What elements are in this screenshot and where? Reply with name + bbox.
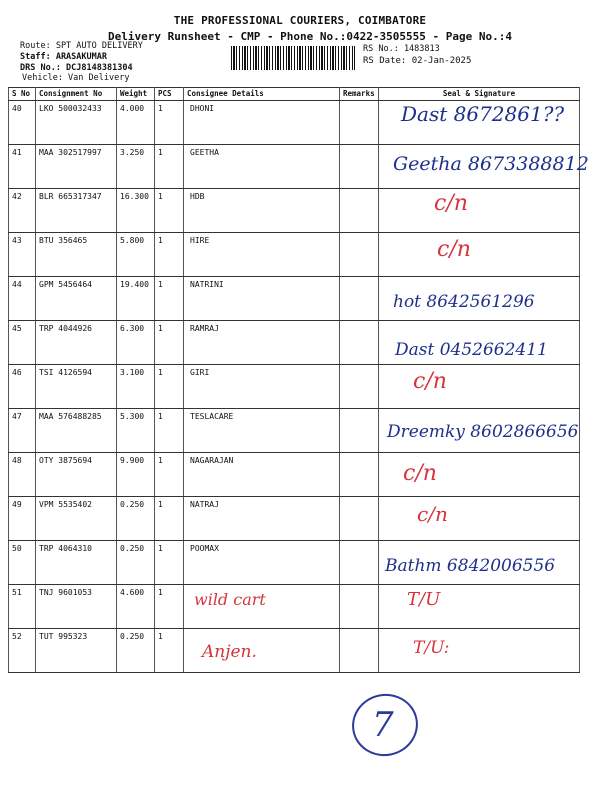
cell-remarks	[340, 365, 379, 409]
cell-consignee: NAGARAJAN	[184, 453, 340, 497]
signature-handwriting: Dast 0452662411	[395, 340, 548, 360]
cell-remarks	[340, 497, 379, 541]
table-row	[9, 101, 580, 145]
cell-weight: 0.250	[117, 629, 155, 673]
cell-remarks	[340, 101, 379, 145]
table-row	[9, 497, 580, 541]
cell-sno: 43	[9, 233, 36, 277]
cell-sno: 40	[9, 101, 36, 145]
col-header-signature: Seal & Signature	[379, 88, 580, 101]
cell-remarks	[340, 541, 379, 585]
cell-consignee: HDB	[184, 189, 340, 233]
cell-remarks	[340, 145, 379, 189]
cell-weight: 5.300	[117, 409, 155, 453]
cell-consignee: POOMAX	[184, 541, 340, 585]
cell-sno: 44	[9, 277, 36, 321]
cell-remarks	[340, 233, 379, 277]
cell-signature	[379, 189, 580, 233]
signature-handwriting: T/U:	[413, 638, 450, 658]
cell-weight: 6.300	[117, 321, 155, 365]
signature-handwriting: c/n	[417, 502, 448, 526]
table-row	[9, 145, 580, 189]
cell-consignee: GEETHA	[184, 145, 340, 189]
cell-pcs: 1	[155, 585, 184, 629]
table-row	[9, 585, 580, 629]
cell-consignee: TESLACARE	[184, 409, 340, 453]
cell-consignee: HIRE	[184, 233, 340, 277]
cell-consignee: DHONI	[184, 101, 340, 145]
col-header-consignee: Consignee Details	[184, 88, 340, 101]
cell-sno: 49	[9, 497, 36, 541]
signature-handwriting: c/n	[437, 237, 471, 262]
cell-signature	[379, 233, 580, 277]
cell-weight: 16.300	[117, 189, 155, 233]
cell-pcs: 1	[155, 629, 184, 673]
route-label: Route: SPT AUTO DELIVERY	[20, 41, 143, 51]
cell-weight: 5.800	[117, 233, 155, 277]
cell-consignee: RAMRAJ	[184, 321, 340, 365]
cell-signature	[379, 101, 580, 145]
drs-number: DRS No.: DCJ8148381304	[20, 63, 133, 73]
cell-consignment: VPM 5535402	[36, 497, 117, 541]
cell-signature	[379, 145, 589, 189]
cell-weight: 4.000	[117, 101, 155, 145]
barcode	[231, 46, 355, 70]
cell-signature	[379, 365, 580, 409]
signature-handwriting: c/n	[413, 369, 447, 394]
cell-signature	[379, 277, 580, 321]
cell-signature	[379, 453, 580, 497]
cell-consignee: NATRAJ	[184, 497, 340, 541]
cell-signature	[379, 541, 580, 585]
runsheet-subtitle: Delivery Runsheet - CMP - Phone No.:0422-3505555 - Page No.:4	[108, 30, 512, 43]
cell-sno: 46	[9, 365, 36, 409]
cell-remarks	[340, 277, 379, 321]
remark-handwriting: Anjen.	[202, 642, 257, 662]
cell-pcs: 1	[155, 277, 184, 321]
table-row	[9, 189, 580, 233]
cell-pcs: 1	[155, 189, 184, 233]
cell-sno: 50	[9, 541, 36, 585]
table-row	[9, 277, 580, 321]
cell-consignment: TRP 4044926	[36, 321, 117, 365]
table-row	[9, 365, 580, 409]
col-header-pcs: PCS	[155, 88, 184, 101]
cell-consignment: TUT 995323	[36, 629, 117, 673]
col-header-remarks: Remarks	[340, 88, 379, 101]
vehicle-label: Vehicle: Van Delivery	[22, 73, 130, 83]
cell-consignment: TSI 4126594	[36, 365, 117, 409]
table-row	[9, 321, 580, 365]
cell-remarks	[340, 629, 379, 673]
cell-remarks	[340, 453, 379, 497]
cell-consignment: GPM 5456464	[36, 277, 117, 321]
table-row	[9, 233, 580, 277]
cell-consignment: TRP 4064310	[36, 541, 117, 585]
signature-handwriting: Bathm 6842006556	[385, 556, 556, 576]
cell-pcs: 1	[155, 541, 184, 585]
cell-consignee	[184, 585, 340, 629]
col-header-weight: Weight	[117, 88, 155, 101]
cell-weight: 0.250	[117, 497, 155, 541]
cell-consignment: BTU 356465	[36, 233, 117, 277]
cell-consignment: BLR 665317347	[36, 189, 117, 233]
table-row	[9, 453, 580, 497]
cell-consignment: OTY 3875694	[36, 453, 117, 497]
cell-pcs: 1	[155, 409, 184, 453]
cell-consignment: LKO 500032433	[36, 101, 117, 145]
cell-consignment: MAA 576488285	[36, 409, 117, 453]
signature-handwriting: c/n	[434, 191, 468, 216]
cell-consignee	[184, 629, 340, 673]
remark-handwriting: wild cart	[194, 590, 266, 609]
cell-pcs: 1	[155, 145, 184, 189]
signature-handwriting: T/U	[407, 589, 441, 610]
rs-number: RS No.: 1483813	[363, 44, 440, 54]
cell-signature	[379, 321, 580, 365]
cell-remarks	[340, 189, 379, 233]
cell-pcs: 1	[155, 497, 184, 541]
cell-sno: 48	[9, 453, 36, 497]
cell-remarks	[340, 321, 379, 365]
table-row	[9, 409, 580, 453]
cell-signature	[379, 629, 580, 673]
cell-weight: 4.600	[117, 585, 155, 629]
cell-remarks	[340, 585, 379, 629]
cell-signature	[379, 409, 580, 453]
cell-weight: 0.250	[117, 541, 155, 585]
cell-signature	[379, 497, 580, 541]
cell-sno: 42	[9, 189, 36, 233]
cell-pcs: 1	[155, 233, 184, 277]
cell-sno: 52	[9, 629, 36, 673]
cell-consignment: MAA 302517997	[36, 145, 117, 189]
cell-pcs: 1	[155, 365, 184, 409]
signature-handwriting: hot 8642561296	[393, 292, 535, 312]
signature-handwriting: Geetha 8673388812	[393, 153, 589, 175]
cell-sno: 47	[9, 409, 36, 453]
cell-weight: 3.100	[117, 365, 155, 409]
cell-weight: 19.400	[117, 277, 155, 321]
cell-sno: 51	[9, 585, 36, 629]
table-row	[9, 541, 580, 585]
cell-consignee: NATRINI	[184, 277, 340, 321]
table-header-row	[9, 88, 580, 101]
cell-pcs: 1	[155, 453, 184, 497]
cell-weight: 3.250	[117, 145, 155, 189]
cell-pcs: 1	[155, 101, 184, 145]
cell-sno: 41	[9, 145, 36, 189]
signature-handwriting: c/n	[403, 461, 437, 486]
cell-sno: 45	[9, 321, 36, 365]
cell-weight: 9.900	[117, 453, 155, 497]
cell-remarks	[340, 409, 379, 453]
signature-handwriting: Dreemky 8602866656	[387, 422, 579, 442]
runsheet-table	[8, 87, 589, 673]
col-header-consignment: Consignment No	[36, 88, 117, 101]
cell-consignee: GIRI	[184, 365, 340, 409]
company-title: THE PROFESSIONAL COURIERS, COIMBATORE	[173, 14, 427, 27]
rs-date: RS Date: 02-Jan-2025	[363, 56, 472, 66]
signature-handwriting: Dast 8672861??	[401, 102, 565, 126]
cell-consignment: TNJ 9601053	[36, 585, 117, 629]
cell-signature	[379, 585, 580, 629]
cell-pcs: 1	[155, 321, 184, 365]
col-header-sno: S No	[9, 88, 36, 101]
staff-label: Staff: ARASAKUMAR	[20, 52, 107, 62]
table-row	[9, 629, 580, 673]
ink-stamp-mark: 7	[372, 705, 394, 745]
